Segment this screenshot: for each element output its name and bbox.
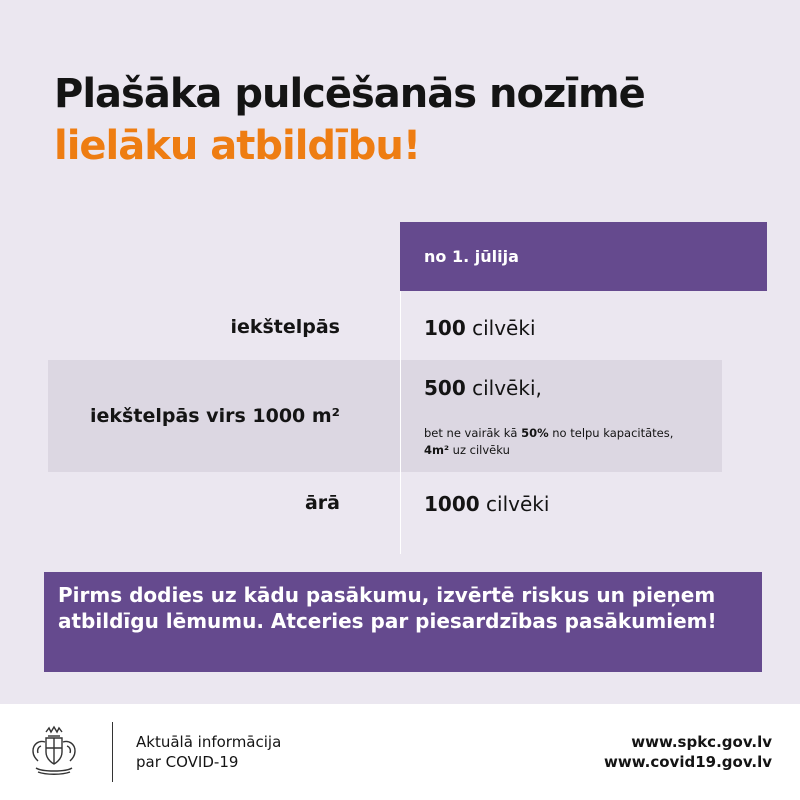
table-row (48, 308, 722, 360)
row-value-unit: cilvēki (465, 316, 536, 340)
row-label: iekštelpās virs 1000 m² (90, 405, 340, 427)
footer-divider (112, 722, 113, 782)
latvia-coat-of-arms-icon (26, 724, 82, 780)
row-value (424, 316, 536, 340)
row-value-number: 500 (424, 376, 466, 400)
covid-info-label (136, 732, 281, 772)
footer-links (604, 732, 772, 772)
link-covid19[interactable]: www.covid19.gov.lv (604, 753, 772, 771)
info-line-2: par COVID-19 (136, 753, 239, 771)
note-text: no telpu kapacitātes, (548, 426, 674, 440)
row-value-number: 1000 (424, 492, 480, 516)
title-line-2: lielāku atbildību! (54, 123, 421, 169)
row-value-unit: cilvēki, (465, 376, 542, 400)
gathering-limits-table (48, 222, 722, 554)
note-area: 4m² (424, 443, 450, 457)
column-header: no 1. jūlija (400, 222, 767, 291)
notice-banner: Pirms dodies uz kādu pasākumu, izvērtē riskus un pieņem atbildīgu lēmumu. Atceries par piesardzības pasākumiem! (44, 572, 762, 672)
footer (0, 704, 800, 800)
table-row (48, 472, 722, 546)
row-value (424, 492, 549, 516)
table-row (48, 360, 722, 472)
note-text: uz cilvēku (449, 443, 510, 457)
info-line-1: Aktuālā informācija (136, 733, 282, 751)
title-line-1: Plašāka pulcēšanās nozīmē (54, 71, 645, 117)
row-value-number: 100 (424, 316, 466, 340)
row-label: ārā (304, 492, 340, 514)
row-label: iekštelpās (230, 316, 340, 338)
row-value-unit: cilvēki (479, 492, 550, 516)
page-title (54, 68, 645, 172)
link-spkc[interactable]: www.spkc.gov.lv (631, 733, 772, 751)
note-text: bet ne vairāk kā (424, 426, 522, 440)
row-note (424, 425, 674, 459)
note-percent: 50% (521, 426, 549, 440)
row-value (424, 376, 542, 400)
